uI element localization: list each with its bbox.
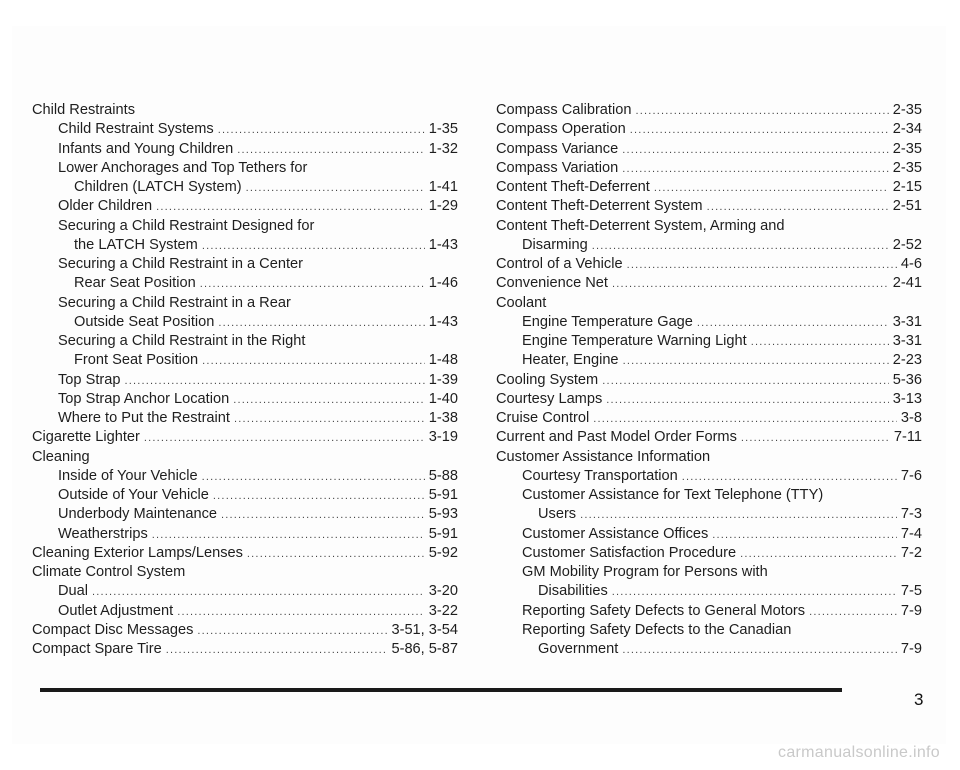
index-entry-page: 7-11 bbox=[893, 429, 922, 446]
index-entry-title: Underbody Maintenance bbox=[58, 506, 218, 523]
index-entry bbox=[32, 582, 458, 601]
page-number: 3 bbox=[914, 690, 924, 709]
index-entry bbox=[496, 525, 922, 544]
dot-leader bbox=[622, 141, 889, 160]
footer-rule bbox=[40, 688, 842, 692]
index-entry-title: Cleaning Exterior Lamps/Lenses bbox=[32, 544, 243, 561]
index-entry bbox=[32, 505, 458, 524]
index-entry bbox=[496, 428, 922, 447]
dot-leader bbox=[602, 372, 889, 391]
index-entry-title: Engine Temperature Gage bbox=[522, 313, 693, 330]
dot-leader bbox=[202, 352, 425, 371]
index-entry-title: Compass Calibration bbox=[496, 102, 632, 118]
index-entry-page: 1-46 bbox=[428, 275, 458, 292]
index-entry-title: Securing a Child Restraint Designed for bbox=[58, 217, 315, 234]
index-entry-page: 3-19 bbox=[428, 429, 458, 446]
dot-leader bbox=[247, 545, 425, 564]
index-entry-title: Cigarette Lighter bbox=[32, 429, 140, 446]
index-entry bbox=[32, 140, 458, 159]
index-entry bbox=[32, 428, 458, 447]
dot-leader bbox=[234, 410, 425, 429]
index-entry bbox=[496, 255, 922, 274]
index-entry bbox=[32, 101, 458, 120]
index-entry-page: 5-93 bbox=[428, 506, 458, 523]
index-entry-title: Outside of Your Vehicle bbox=[58, 487, 209, 503]
index-entry bbox=[32, 313, 458, 332]
index-entry-title: GM Mobility Program for Persons with bbox=[522, 564, 768, 580]
index-entry-page: 7-5 bbox=[900, 583, 922, 600]
dot-leader bbox=[166, 641, 388, 660]
index-entry bbox=[32, 197, 458, 216]
index-entry-title: Compact Disc Messages bbox=[32, 621, 194, 638]
index-entry bbox=[32, 178, 458, 197]
index-entry bbox=[496, 544, 922, 563]
index-entry-page: 3-22 bbox=[428, 602, 458, 619]
index-entry-title: Lower Anchorages and Top Tethers for bbox=[58, 159, 308, 176]
index-entry bbox=[496, 101, 922, 120]
dot-leader bbox=[124, 372, 424, 391]
index-entry-title: Government bbox=[538, 641, 619, 657]
index-entry-title: Customer Assistance Information bbox=[496, 448, 711, 465]
index-entry-title: Content Theft-Deterrent System bbox=[496, 198, 703, 215]
index-entry bbox=[32, 371, 458, 390]
index-entry-title: Customer Assistance Offices bbox=[522, 525, 709, 542]
dot-leader bbox=[612, 583, 897, 602]
index-entry-title: Control of a Vehicle bbox=[496, 256, 623, 272]
index-entry bbox=[32, 602, 458, 621]
index-entry-page: 2-41 bbox=[892, 275, 922, 292]
index-entry-page: 3-31 bbox=[892, 313, 922, 330]
index-entry bbox=[496, 448, 922, 467]
dot-leader bbox=[233, 391, 425, 410]
index-entry-page: 7-4 bbox=[900, 525, 922, 542]
index-entry-page: 2-15 bbox=[892, 179, 922, 195]
index-entry-page: 7-9 bbox=[900, 641, 922, 657]
dot-leader bbox=[197, 622, 387, 641]
index-entry bbox=[32, 255, 458, 274]
dot-leader bbox=[612, 275, 889, 294]
dot-leader bbox=[630, 121, 889, 140]
dot-leader bbox=[152, 526, 425, 545]
index-entry-page: 1-43 bbox=[428, 236, 458, 253]
dot-leader bbox=[202, 468, 425, 487]
index-entry-title: Dual bbox=[58, 583, 89, 600]
index-entry-page: 2-35 bbox=[892, 140, 922, 157]
dot-leader bbox=[682, 468, 897, 487]
index-entry bbox=[496, 197, 922, 216]
index-entry bbox=[496, 120, 922, 139]
dot-leader bbox=[627, 256, 897, 275]
index-entry-title: Reporting Safety Defects to General Motors bbox=[522, 602, 806, 619]
dot-leader bbox=[213, 487, 425, 506]
index-entry-page: 3-51, 3-54 bbox=[391, 621, 458, 638]
index-entry bbox=[496, 236, 922, 255]
dot-leader bbox=[237, 141, 425, 160]
index-entry bbox=[496, 140, 922, 159]
index-entry bbox=[32, 563, 458, 582]
index-entry-page: 2-52 bbox=[892, 236, 922, 253]
index-entry-title: Securing a Child Restraint in the Right bbox=[58, 333, 306, 349]
index-entry bbox=[32, 640, 458, 659]
index-entry-title: Compass Variance bbox=[496, 140, 619, 157]
dot-leader bbox=[593, 410, 897, 429]
index-entry bbox=[496, 467, 922, 486]
index-entry-page: 1-39 bbox=[428, 371, 458, 388]
index-entry-title: Cleaning bbox=[32, 448, 90, 465]
index-entry-page: 1-40 bbox=[428, 390, 458, 407]
index-entry-title: Heater, Engine bbox=[522, 352, 619, 369]
index-entry-page: 3-8 bbox=[900, 410, 922, 426]
dot-leader bbox=[144, 429, 425, 448]
index-entry bbox=[32, 274, 458, 293]
index-entry-page: 7-3 bbox=[900, 506, 922, 523]
dot-leader bbox=[218, 314, 424, 333]
index-entry bbox=[32, 390, 458, 409]
index-entry bbox=[32, 332, 458, 351]
dot-leader bbox=[712, 526, 897, 545]
index-entry-page: 7-6 bbox=[900, 467, 922, 484]
index-entry-page: 1-32 bbox=[428, 140, 458, 157]
index-entry-title: Customer Satisfaction Procedure bbox=[522, 544, 737, 561]
index-entry-page: 3-13 bbox=[892, 390, 922, 407]
index-column-right bbox=[496, 101, 922, 659]
index-entry-page: 5-88 bbox=[428, 467, 458, 484]
dot-leader bbox=[218, 121, 425, 140]
index-entry-page: 5-91 bbox=[428, 525, 458, 542]
index-entry-title: Content Theft-Deferrent bbox=[496, 179, 650, 195]
index-entry-page: 4-6 bbox=[900, 256, 922, 272]
index-entry bbox=[32, 467, 458, 486]
index-entry-title: Compass Variation bbox=[496, 159, 619, 176]
dot-leader bbox=[246, 179, 425, 198]
index-entry bbox=[32, 159, 458, 178]
dot-leader bbox=[654, 179, 889, 198]
dot-leader bbox=[751, 333, 889, 352]
index-entry bbox=[496, 602, 922, 621]
dot-leader bbox=[200, 275, 425, 294]
dot-leader bbox=[592, 237, 889, 256]
index-entry-title: Child Restraints bbox=[32, 102, 136, 118]
index-entry bbox=[496, 409, 922, 428]
index-entry-title: Outlet Adjustment bbox=[58, 602, 174, 619]
index-entry-title: Rear Seat Position bbox=[74, 275, 196, 292]
watermark: carmanualsonline.info bbox=[778, 744, 940, 761]
index-entry-title: Where to Put the Restraint bbox=[58, 410, 230, 426]
dot-leader bbox=[606, 391, 889, 410]
dot-leader bbox=[92, 583, 425, 602]
index-entry-page: 1-41 bbox=[428, 179, 458, 195]
dot-leader bbox=[177, 603, 425, 622]
index-entry bbox=[496, 371, 922, 390]
index-entry-title: Children (LATCH System) bbox=[74, 179, 242, 195]
index-entry-page: 7-2 bbox=[900, 544, 922, 561]
index-entry-page: 3-20 bbox=[428, 583, 458, 600]
index-entry-title: the LATCH System bbox=[74, 236, 198, 253]
index-entry-title: Courtesy Transportation bbox=[522, 467, 678, 484]
dot-leader bbox=[156, 198, 425, 217]
index-entry-title: Compact Spare Tire bbox=[32, 641, 162, 657]
dot-leader bbox=[622, 641, 897, 660]
index-entry-title: Weatherstrips bbox=[58, 525, 148, 542]
index-entry-page: 5-36 bbox=[892, 371, 922, 388]
index-entry bbox=[32, 448, 458, 467]
index-entry-title: Engine Temperature Warning Light bbox=[522, 333, 747, 349]
index-entry-page: 3-31 bbox=[892, 333, 922, 349]
index-entry bbox=[32, 351, 458, 370]
index-entry-page: 7-9 bbox=[900, 602, 922, 619]
dot-leader bbox=[622, 160, 889, 179]
index-entry bbox=[496, 294, 922, 313]
index-entry bbox=[496, 178, 922, 197]
index-column-left bbox=[32, 101, 458, 659]
index-entry bbox=[496, 217, 922, 236]
dot-leader bbox=[635, 102, 888, 121]
index-entry bbox=[32, 236, 458, 255]
index-entry bbox=[496, 582, 922, 601]
index-entry-page: 1-29 bbox=[428, 198, 458, 215]
index-entry-page: 5-92 bbox=[428, 544, 458, 561]
index-entry bbox=[496, 563, 922, 582]
index-entry-title: Courtesy Lamps bbox=[496, 390, 603, 407]
index-entry bbox=[32, 409, 458, 428]
index-entry-page: 2-51 bbox=[892, 198, 922, 215]
dot-leader bbox=[809, 603, 897, 622]
dot-leader bbox=[202, 237, 425, 256]
index-entry bbox=[496, 332, 922, 351]
index-entry-title: Securing a Child Restraint in a Center bbox=[58, 256, 303, 272]
dot-leader bbox=[741, 429, 890, 448]
index-entry-title: Convenience Net bbox=[496, 275, 608, 292]
index-entry-title: Child Restraint Systems bbox=[58, 121, 214, 138]
index-entry-title: Current and Past Model Order Forms bbox=[496, 429, 737, 446]
index-entry-title: Cruise Control bbox=[496, 410, 590, 426]
index-entry-title: Compass Operation bbox=[496, 121, 626, 138]
index-entry-page: 1-48 bbox=[428, 352, 458, 369]
index-entry bbox=[32, 621, 458, 640]
index-entry bbox=[32, 544, 458, 563]
index-entry-title: Older Children bbox=[58, 198, 153, 215]
index-entry-page: 5-91 bbox=[428, 487, 458, 503]
index-entry-title: Outside Seat Position bbox=[74, 313, 215, 330]
index-entry bbox=[496, 313, 922, 332]
index-entry-title: Infants and Young Children bbox=[58, 140, 234, 157]
index-entry-page: 1-38 bbox=[428, 410, 458, 426]
index-entry bbox=[496, 351, 922, 370]
index-entry-title: Disabilities bbox=[538, 583, 608, 600]
index-entry-title: Content Theft-Deterrent System, Arming and bbox=[496, 217, 785, 234]
index-entry-page: 5-86, 5-87 bbox=[391, 641, 458, 657]
index-entry bbox=[496, 274, 922, 293]
index-entry-title: Reporting Safety Defects to the Canadian bbox=[522, 621, 792, 638]
dot-leader bbox=[740, 545, 897, 564]
index-entry-title: Securing a Child Restraint in a Rear bbox=[58, 294, 291, 311]
index-entry bbox=[32, 294, 458, 313]
dot-leader bbox=[707, 198, 889, 217]
index-entry-page: 2-23 bbox=[892, 352, 922, 369]
index-entry bbox=[32, 217, 458, 236]
index-entry-title: Top Strap Anchor Location bbox=[58, 390, 230, 407]
index-entry bbox=[32, 525, 458, 544]
index-entry bbox=[496, 640, 922, 659]
index-entry-title: Inside of Your Vehicle bbox=[58, 467, 198, 484]
index-entry bbox=[496, 486, 922, 505]
index-entry bbox=[32, 120, 458, 139]
index-entry-page: 2-35 bbox=[892, 159, 922, 176]
index-entry bbox=[496, 390, 922, 409]
index-entry bbox=[496, 159, 922, 178]
dot-leader bbox=[221, 506, 425, 525]
index-entry-page: 1-35 bbox=[428, 121, 458, 138]
index-entry-title: Climate Control System bbox=[32, 564, 186, 580]
dot-leader bbox=[623, 352, 889, 371]
index-entry bbox=[496, 505, 922, 524]
index-entry-title: Top Strap bbox=[58, 371, 121, 388]
dot-leader bbox=[580, 506, 897, 525]
index-entry-title: Users bbox=[538, 506, 577, 523]
index-entry-title: Customer Assistance for Text Telephone (TTY) bbox=[522, 487, 824, 503]
dot-leader bbox=[697, 314, 889, 333]
index-entry bbox=[32, 486, 458, 505]
index-entry bbox=[496, 621, 922, 640]
index-entry-page: 1-43 bbox=[428, 313, 458, 330]
index-entry-page: 2-35 bbox=[892, 102, 922, 118]
index-entry-title: Disarming bbox=[522, 236, 588, 253]
index-entry-title: Front Seat Position bbox=[74, 352, 199, 369]
index-entry-title: Coolant bbox=[496, 294, 547, 311]
index-entry-title: Cooling System bbox=[496, 371, 599, 388]
index-entry-page: 2-34 bbox=[892, 121, 922, 138]
